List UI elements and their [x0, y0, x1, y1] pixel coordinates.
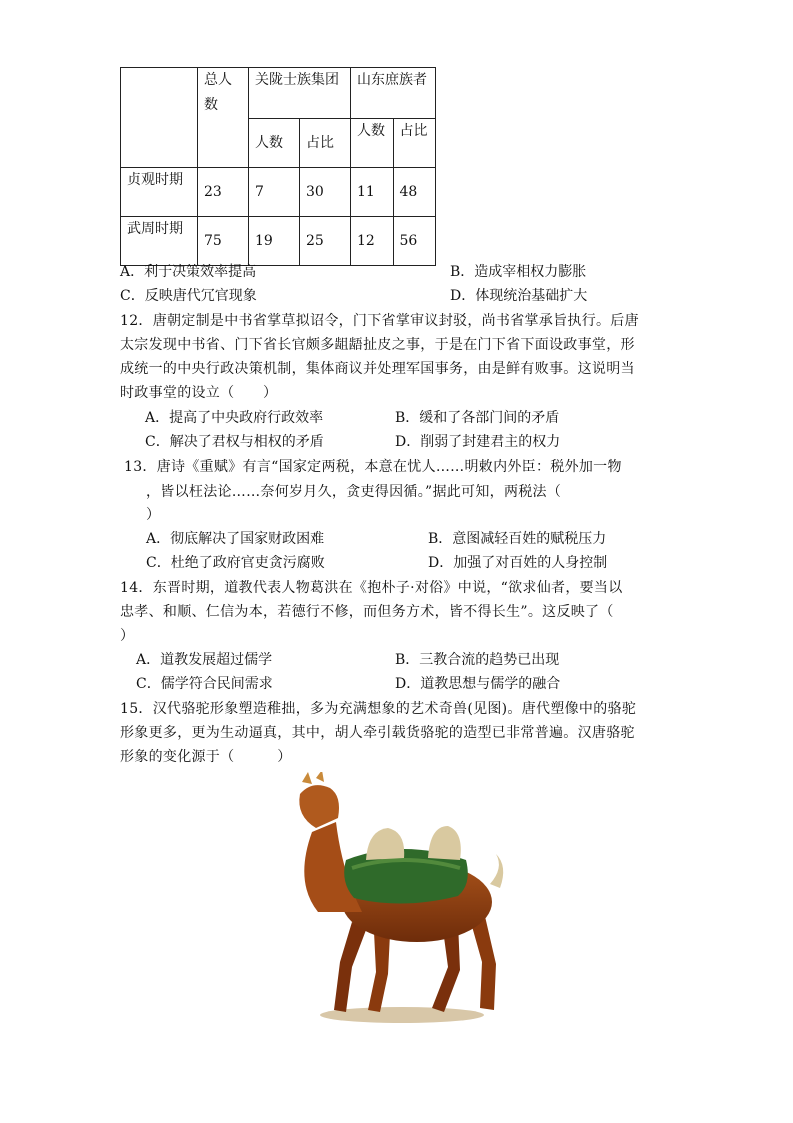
row-total: 75: [198, 217, 249, 266]
tang-camel-figure: [282, 772, 512, 1027]
header-total: 总人数: [198, 68, 249, 168]
q12-stem-line4: 时政事堂的设立（ ）: [120, 385, 278, 401]
officials-table: [120, 67, 436, 266]
q13-option-b[interactable]: B．意图减轻百姓的赋税压力: [428, 531, 607, 547]
row-sd-share: 56: [393, 217, 436, 266]
q15-stem-line1: 15．汉代骆驼形象塑造稚拙，多为充满想象的艺术奇兽(见图)。唐代塑像中的骆驼: [120, 701, 637, 717]
q14-option-d[interactable]: D．道教思想与儒学的融合: [395, 676, 561, 692]
q12-option-d[interactable]: D．削弱了封建君主的权力: [395, 434, 561, 450]
header-sd-share: 占比: [393, 119, 436, 168]
row-sd-share: 48: [393, 168, 436, 217]
q12-option-b[interactable]: B．缓和了各部门间的矛盾: [395, 410, 560, 426]
q14-option-c[interactable]: C．儒学符合民间需求: [136, 676, 273, 692]
q13-stem-line2: ，皆以枉法论……奈何岁月久，贪吏得因循。”据此可知，两税法（: [146, 484, 562, 500]
q12-stem-line1: 12．唐朝定制是中书省掌草拟诏令，门下省掌审议封驳，尚书省掌承旨执行。后唐: [120, 313, 639, 329]
table-row: [121, 217, 436, 266]
row-sd-count: 11: [351, 168, 394, 217]
header-guanlong: 关陇士族集团: [249, 68, 351, 119]
q13-stem-line3: ）: [146, 507, 161, 523]
q15-stem-line3: 形象的变化源于（ ）: [120, 749, 292, 765]
header-shandong: 山东庶族者: [351, 68, 436, 119]
row-gl-count: 7: [249, 168, 300, 217]
table-corner-cell: [121, 68, 198, 168]
q14-option-b[interactable]: B．三教合流的趋势已出现: [395, 652, 560, 668]
q13-option-d[interactable]: D．加强了对百姓的人身控制: [428, 555, 608, 571]
q14-option-a[interactable]: A．道教发展超过儒学: [136, 652, 273, 668]
row-gl-count: 19: [249, 217, 300, 266]
q14-stem-line2: 忠孝、和顺、仁信为本，若德行不修，而但务方术，皆不得长生”。这反映了（: [120, 604, 614, 620]
header-gl-count: 人数: [249, 119, 300, 168]
q13-stem-line1: 13．唐诗《重赋》有言“国家定两税，本意在忧人……明敕内外臣：税外加一物: [124, 459, 622, 475]
row-sd-count: 12: [351, 217, 394, 266]
row-gl-share: 30: [300, 168, 351, 217]
q12-stem-line3: 成统一的中央行政决策机制，集体商议并处理军国事务，由是鲜有败事。这说明当: [120, 361, 635, 377]
q11-option-a[interactable]: A．利于决策效率提高: [120, 264, 257, 280]
row-total: 23: [198, 168, 249, 217]
q12-option-c[interactable]: C．解决了君权与相权的矛盾: [145, 434, 324, 450]
q12-option-a[interactable]: A．提高了中央政府行政效率: [145, 410, 324, 426]
q12-stem-line2: 太宗发现中书省、门下省长官颇多龃龉扯皮之事，于是在门下省下面设政事堂，形: [120, 337, 635, 353]
header-gl-share: 占比: [300, 119, 351, 168]
row-period: 贞观时期: [121, 168, 198, 217]
row-gl-share: 25: [300, 217, 351, 266]
q11-option-d[interactable]: D．体现统治基础扩大: [450, 288, 588, 304]
header-sd-count: 人数: [351, 119, 394, 168]
q15-stem-line2: 形象更多，更为生动逼真，其中，胡人牵引载货骆驼的造型已非常普遍。汉唐骆驼: [120, 725, 635, 741]
row-period: 武周时期: [121, 217, 198, 266]
q11-option-b[interactable]: B．造成宰相权力膨胀: [450, 264, 587, 280]
q11-option-c[interactable]: C．反映唐代冗官现象: [120, 288, 257, 304]
q14-stem-line3: ）: [120, 628, 135, 644]
q13-option-a[interactable]: A．彻底解决了国家财政困难: [146, 531, 325, 547]
table-row: [121, 168, 436, 217]
q14-stem-line1: 14．东晋时期，道教代表人物葛洪在《抱朴子·对俗》中说，“欲求仙者，要当以: [120, 580, 623, 596]
q13-option-c[interactable]: C．杜绝了政府官吏贪污腐败: [146, 555, 325, 571]
